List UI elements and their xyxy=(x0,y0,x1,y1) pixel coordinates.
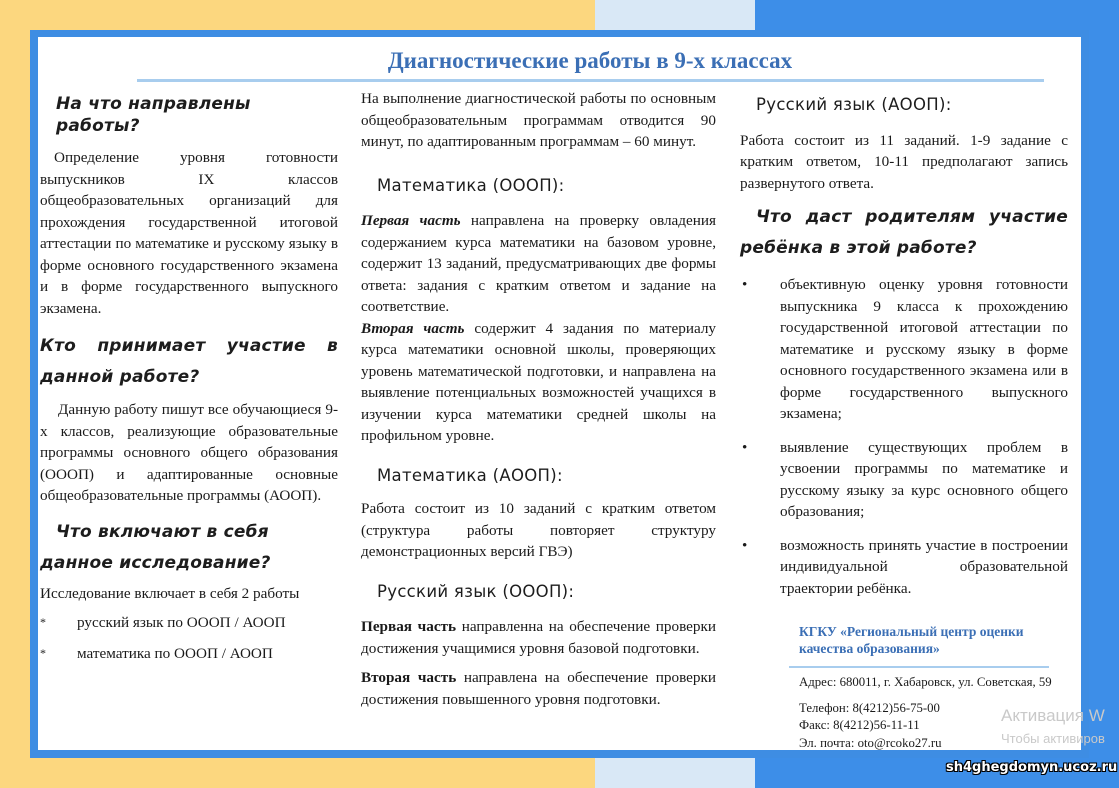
purpose-text: Определение уровня готовности выпускников IX классов общеобразовательных организаций для прохождения государственной итоговой аттестации по математике и русскому языку в форме основного государственного экзамена и в форме государственного выпускного экзамена. xyxy=(40,149,338,317)
math-part2-text: Вторая часть содержит 4 задания по материалу курса математики основной школы, проверяющих уровень математической подготовки, и направлена на выявление потенциальных возможностей учащихся в изучении курса математики средней школы на профильном уровне. xyxy=(361,319,716,444)
heading-participants: Кто принимает участие в данной работе? xyxy=(40,336,338,387)
diamond-bullet-icon: • xyxy=(742,438,748,456)
math-part1-label: Первая часть xyxy=(361,212,461,229)
math-aoop-text: Работа состоит из 10 заданий с кратким ответом (структура работы повторяет структуру демонстрационных версий ГВЭ) xyxy=(361,500,716,560)
heading-math-aoop: Математика (АООП): xyxy=(377,465,563,485)
list-item: • возможность принять участие в построении индивидуальной образовательной траектории ребёнка. xyxy=(742,536,1068,597)
rus-part2-text: Вторая часть направлена на обеспечение проверки достижения повышенного уровня подготовки. xyxy=(361,669,716,708)
title-underline xyxy=(137,79,1044,82)
diamond-bullet-icon: • xyxy=(742,536,748,554)
list-item: • выявление существующих проблем в усвоении программы по математике и русскому языку за курс основного общего образования; xyxy=(742,438,1068,520)
phone: Телефон: 8(4212)56-75-00 xyxy=(799,700,940,715)
math-part1-text: Первая часть направлена на проверку овладения содержанием курса математики на базовом уровне, содержит 13 заданий, предусматривающих две формы ответа: задания с кратким ответом и задание на соответствие. xyxy=(361,212,717,315)
rus-aoop-text: Работа состоит из 11 заданий. 1-9 задание с кратким ответом, 10-11 предполагают запись развернутого ответа. xyxy=(740,131,1068,192)
org-name: КГКУ «Региональный центр оценки качества образования» xyxy=(799,624,1024,656)
math-part2-label: Вторая часть xyxy=(361,319,465,337)
email-link[interactable]: Эл. почта: oto@rcoko27.ru xyxy=(799,735,942,750)
column-right xyxy=(740,88,1068,752)
heading-content: Что включают в себя данное исследование? xyxy=(40,521,271,573)
fax: Факс: 8(4212)56-11-11 xyxy=(799,718,920,732)
activation-watermark-text: Чтобы активиров xyxy=(1001,731,1105,746)
list-item: • объективную оценку уровня готовности выпускника 9 класса к прохождению государственной итоговой аттестации по математике и русскому языку в форме основного государственного экзамена или в форме государственного выпускного экзамена; xyxy=(742,276,1068,422)
participants-text: Данную работу пишут все обучающиеся 9-х классов, реализующие образовательные программы основного общего образования (ОООП) и адаптированные основные общеобразовательные программы (АООП). xyxy=(40,401,338,504)
heading-parents: Что даст родителям участие ребёнка в этой работе? xyxy=(740,207,1068,258)
heading-purpose: На что направлены работы? xyxy=(56,94,251,136)
benefits-list xyxy=(740,274,1068,599)
page-title: Диагностические работы в 9-х классах xyxy=(387,48,793,73)
rus-part1-text: Первая часть направленна на обеспечение проверки достижения учащимися уровня базовой подготовки. xyxy=(361,618,717,657)
activation-watermark-title: Активация W xyxy=(1001,706,1105,725)
rus-part2-label: Вторая часть xyxy=(361,669,457,686)
asterisk-bullet-icon: * xyxy=(40,646,46,660)
column-middle xyxy=(361,88,716,710)
rus-part1-label: Первая часть xyxy=(361,618,457,635)
address: Адрес: 680011, г. Хабаровск, ул. Советская, 59 xyxy=(799,675,1052,689)
duration-text: На выполнение диагностической работы по основным общеобразовательным программам отводится 90 минут, по адаптированным программам – 60 минут. xyxy=(361,90,716,150)
works-list xyxy=(40,612,338,665)
site-watermark: sh4ghegdomyn.ucoz.ru xyxy=(946,760,1118,775)
org-divider xyxy=(789,666,1049,668)
diamond-bullet-icon: • xyxy=(742,276,748,293)
asterisk-bullet-icon: * xyxy=(40,615,46,629)
heading-rus-aoop: Русский язык (АООП): xyxy=(756,95,952,114)
heading-math-ooop: Математика (ОООП): xyxy=(377,175,565,195)
list-item: * русский язык по ОООП / АООП xyxy=(40,612,338,643)
heading-rus-ooop: Русский язык (ОООП): xyxy=(377,581,575,601)
content-text: Исследование включает в себя 2 работы xyxy=(40,584,300,602)
column-left xyxy=(40,88,338,665)
list-item: * математика по ОООП / АООП xyxy=(40,643,338,665)
